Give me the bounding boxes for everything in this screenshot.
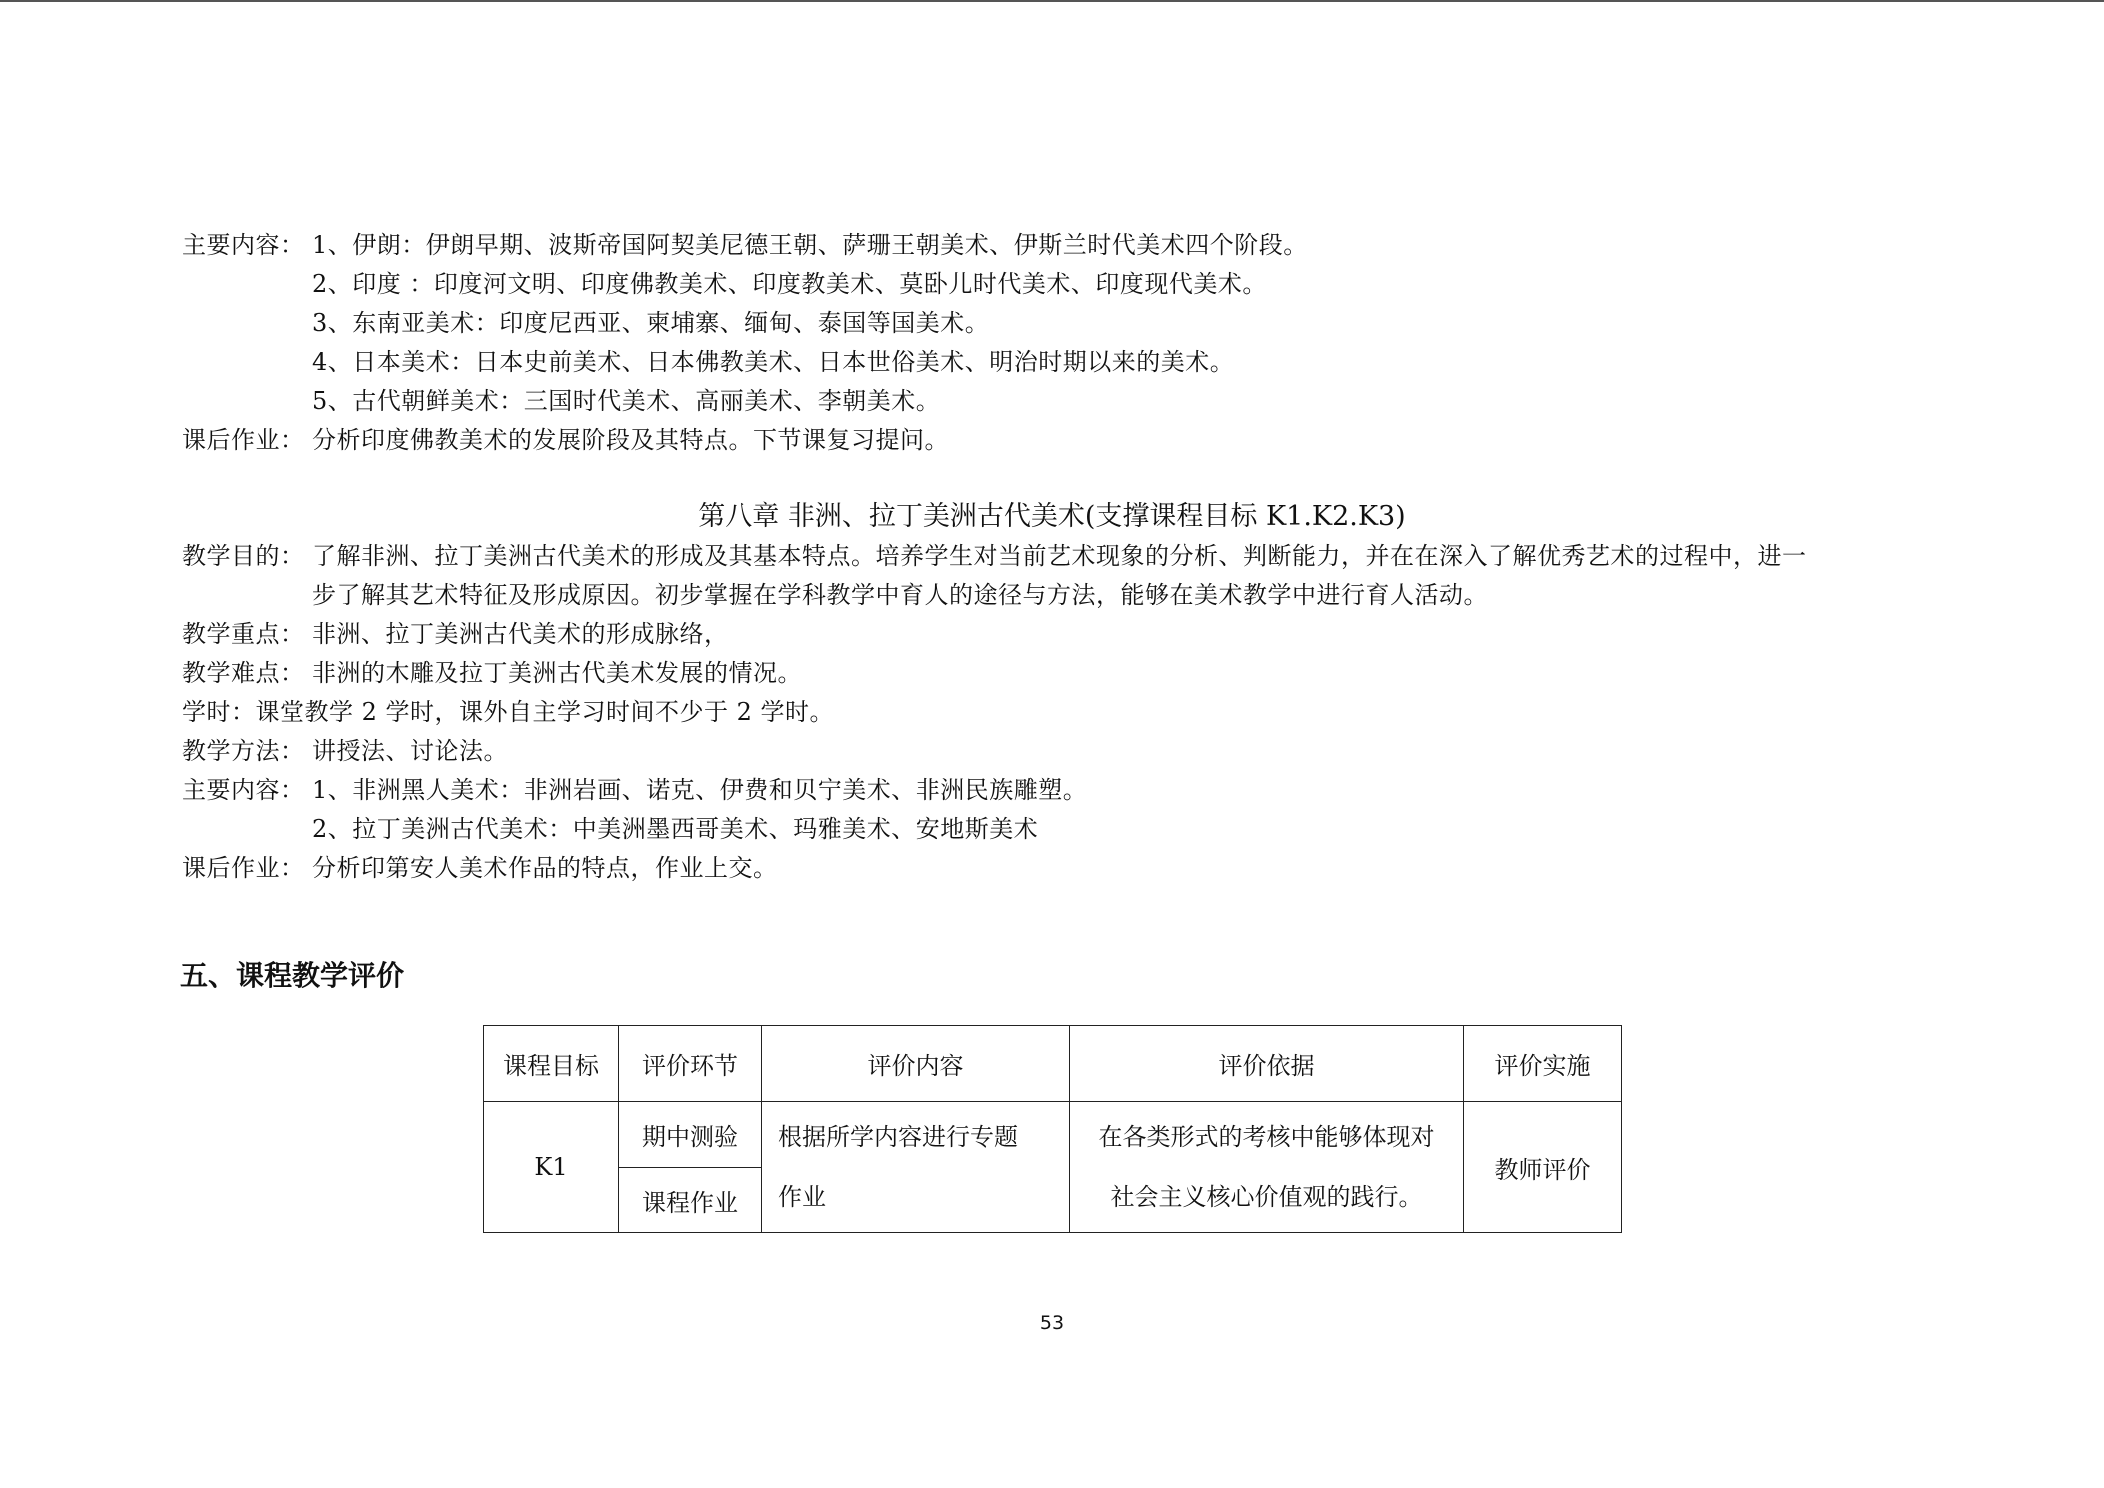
- goal-label: 教学目的：: [182, 542, 305, 570]
- content-item: 2、印度 ：印度河文明、印度佛教美术、印度教美术、莫卧儿时代美术、印度现代美术。: [312, 270, 1267, 298]
- homework-text: 分析印第安人美术作品的特点，作业上交。: [312, 854, 778, 882]
- method-line: [182, 735, 508, 767]
- goal-text: 了解非洲、拉丁美洲古代美术的形成及其基本特点。培养学生对当前艺术现象的分析、判断能力，并在在深入了解优秀艺术的过程中，进一: [312, 542, 1807, 570]
- difficulty-text: 非洲的木雕及拉丁美洲古代美术发展的情况。: [312, 659, 802, 687]
- stage-cell: 期中测验: [619, 1102, 762, 1168]
- implementation-cell: 教师评价: [1464, 1102, 1622, 1233]
- content-item: 2、拉丁美洲古代美术：中美洲墨西哥美术、玛雅美术、安地斯美术: [312, 815, 1039, 843]
- page-number: 53: [1039, 1312, 1065, 1334]
- homework-line: [182, 424, 949, 456]
- content-line: [182, 229, 1308, 261]
- header-implementation: 评价实施: [1464, 1026, 1622, 1102]
- content-item: 3、东南亚美术：印度尼西亚、柬埔寨、缅甸、泰国等国美术。: [312, 309, 990, 337]
- difficulty-label: 教学难点：: [182, 659, 305, 687]
- basis-cell-line: 在各类形式的考核中能够体现对: [1098, 1123, 1435, 1151]
- header-content: 评价内容: [762, 1026, 1070, 1102]
- difficulty-line: [182, 657, 802, 689]
- content-cell: [762, 1102, 1070, 1233]
- page-top-rule: [0, 0, 2104, 2]
- table-header-row: [484, 1026, 1622, 1102]
- homework-line: [182, 852, 778, 884]
- chapter-title: 第八章 非洲、拉丁美洲古代美术(支撑课程目标 K1.K2.K3): [698, 501, 1406, 532]
- header-basis: 评价依据: [1070, 1026, 1464, 1102]
- hours-line: 学时：课堂教学 2 学时，课外自主学习时间不少于 2 学时。: [182, 698, 835, 726]
- content-label: 主要内容：: [182, 776, 305, 804]
- goal-cell: K1: [484, 1102, 619, 1233]
- stage-cell: 课程作业: [619, 1168, 762, 1233]
- key-line: [182, 618, 729, 650]
- evaluation-table: [483, 1025, 1622, 1233]
- content-label: 主要内容：: [182, 231, 305, 259]
- homework-label: 课后作业：: [182, 854, 305, 882]
- key-text: 非洲、拉丁美洲古代美术的形成脉络，: [312, 620, 729, 648]
- content-item: 4、日本美术：日本史前美术、日本佛教美术、日本世俗美术、明治时期以来的美术。: [312, 348, 1235, 376]
- basis-cell: [1070, 1102, 1464, 1233]
- goal-line: [182, 540, 1807, 572]
- homework-text: 分析印度佛教美术的发展阶段及其特点。下节课复习提问。: [312, 426, 949, 454]
- section-heading: 五、课程教学评价: [180, 959, 405, 992]
- content-cell-line: 作业: [778, 1183, 826, 1211]
- table-row: [484, 1102, 1622, 1168]
- content-line: [182, 774, 1087, 806]
- goal-text-continued: 步了解其艺术特征及形成原因。初步掌握在学科教学中育人的途径与方法，能够在美术教学中进行育人活动。: [312, 581, 1488, 609]
- content-item: 5、古代朝鲜美术：三国时代美术、高丽美术、李朝美术。: [312, 387, 941, 415]
- homework-label: 课后作业：: [182, 426, 305, 454]
- content-item: 1、非洲黑人美术：非洲岩画、诺克、伊费和贝宁美术、非洲民族雕塑。: [312, 776, 1088, 804]
- method-text: 讲授法、讨论法。: [312, 737, 508, 765]
- method-label: 教学方法：: [182, 737, 305, 765]
- header-goal: 课程目标: [484, 1026, 619, 1102]
- key-label: 教学重点：: [182, 620, 305, 648]
- content-item: 1、伊朗：伊朗早期、波斯帝国阿契美尼德王朝、萨珊王朝美术、伊斯兰时代美术四个阶段。: [312, 231, 1308, 259]
- header-stage: 评价环节: [619, 1026, 762, 1102]
- content-cell-line: 根据所学内容进行专题: [778, 1123, 1018, 1151]
- basis-cell-line: 社会主义核心价值观的践行。: [1110, 1183, 1423, 1211]
